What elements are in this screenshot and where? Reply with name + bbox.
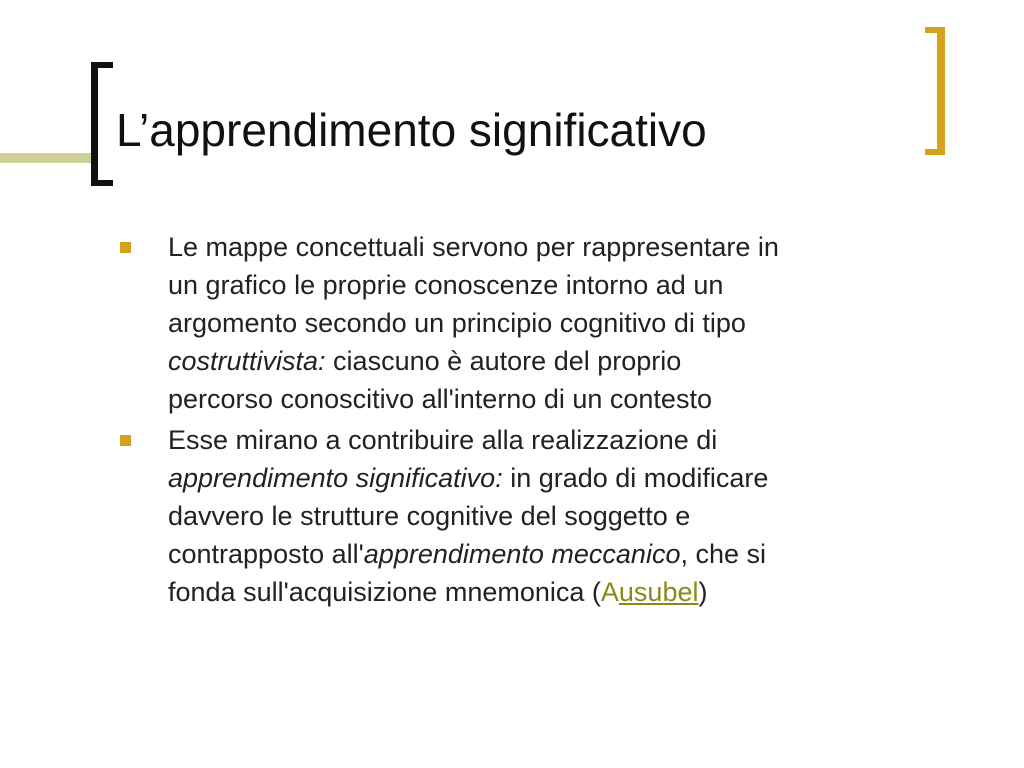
bullet-2-line-4 <box>168 535 958 573</box>
right-bracket-bottom <box>925 149 945 155</box>
bullet-2-line-4-start: contrapposto all' <box>168 539 364 569</box>
bullet-2-line-5-end: ) <box>698 577 708 607</box>
bullet-1-emphasis: costruttivista: <box>168 346 326 376</box>
bullet-2-line-1: Esse mirano a contribuire alla realizzazione di <box>168 425 718 455</box>
right-bracket-top <box>925 27 945 33</box>
bullet-2-line-3: davvero le strutture cognitive del soggetto e <box>168 501 691 531</box>
bullet-2-emphasis-1: apprendimento significativo: <box>168 463 503 493</box>
bullet-2-line-4-rest: , che si <box>680 539 767 569</box>
square-bullet-icon <box>120 242 131 253</box>
bullet-1-line-4 <box>168 342 958 380</box>
bullet-1-line-2: un grafico le proprie conoscenze intorno ad un <box>168 270 724 300</box>
bullet-2-line-2 <box>168 459 958 497</box>
ausubel-link-text[interactable]: usubel <box>618 577 699 607</box>
ausubel-link-initial[interactable]: A <box>600 577 619 607</box>
title-decoration-band <box>0 153 92 163</box>
ausubel-link[interactable] <box>601 577 699 607</box>
left-bracket-top <box>91 62 113 68</box>
bullet-list <box>118 228 958 614</box>
slide-title: L’apprendimento significativo <box>116 104 707 156</box>
bullet-item-1 <box>118 228 958 418</box>
bullet-1-line-4-rest: ciascuno è autore del proprio <box>325 346 682 376</box>
right-bracket-vertical <box>937 27 945 155</box>
bullet-2-line-5-start: fonda sull'acquisizione mnemonica ( <box>168 577 601 607</box>
left-bracket-vertical <box>91 62 98 186</box>
bullet-1-line-3: argomento secondo un principio cognitivo di tipo <box>168 308 746 338</box>
bullet-2-emphasis-2: apprendimento meccanico <box>363 539 681 569</box>
bullet-item-2 <box>118 421 958 611</box>
left-bracket-bottom <box>91 180 113 186</box>
bullet-1-line-5: percorso conoscitivo all'interno di un contesto <box>168 384 712 414</box>
bullet-1-line-1: Le mappe concettuali servono per rappresentare in <box>168 232 779 262</box>
bullet-2-line-5 <box>168 573 958 611</box>
bullet-2-line-2-rest: in grado di modificare <box>502 463 769 493</box>
square-bullet-icon <box>120 435 131 446</box>
